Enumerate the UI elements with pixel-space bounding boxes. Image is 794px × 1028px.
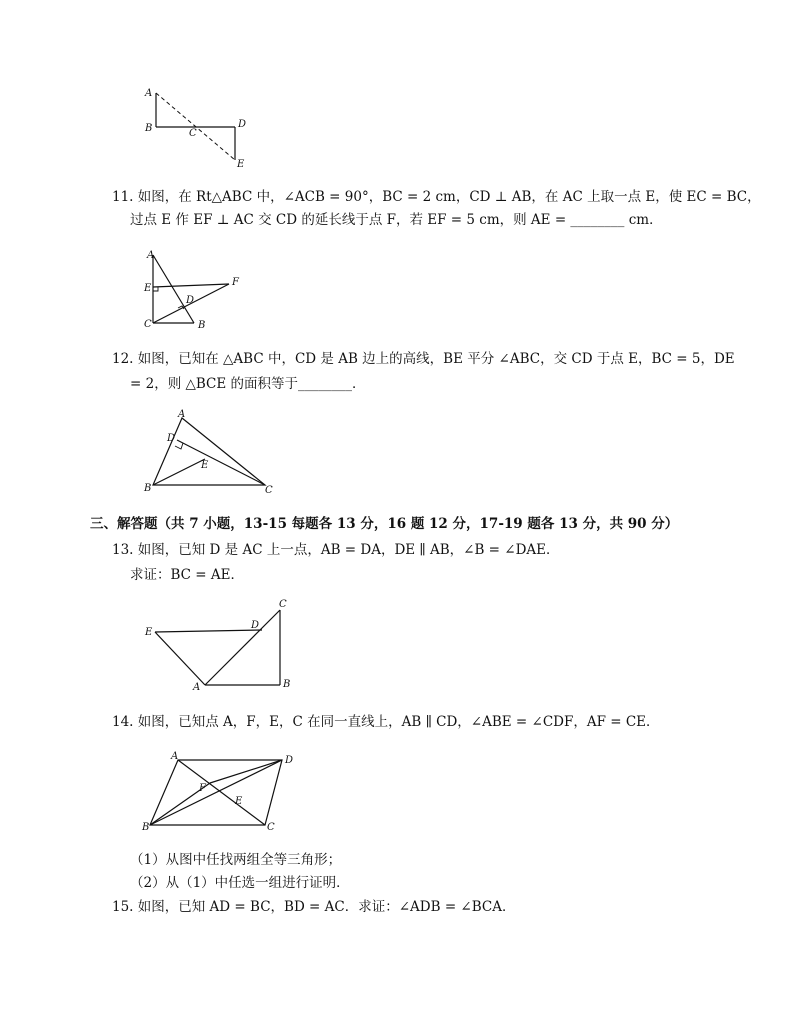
- label-f: F: [232, 277, 239, 288]
- segment-fd: [210, 760, 282, 783]
- label-e: E: [144, 283, 152, 294]
- question-11-line-2: 过点 E 作 EF ⊥ AC 交 CD 的延长线于点 F，若 EF = 5 cm，则 AE = ________ cm．: [130, 212, 663, 228]
- label-a: A: [145, 88, 153, 99]
- label-b: B: [145, 123, 153, 134]
- label-b: B: [144, 483, 152, 494]
- question-14-line-1: 14. 如图，已知点 A，F，E，C 在同一直线上，AB ∥ CD，∠ABE = ∠CDF，AF = CE．: [112, 714, 660, 730]
- question-13-line-1: 13. 如图，已知 D 是 AC 上一点，AB = DA，DE ∥ AB，∠B = ∠DAE．: [112, 542, 560, 558]
- label-d: D: [186, 295, 195, 306]
- label-a: A: [171, 751, 179, 762]
- label-b: B: [142, 822, 150, 833]
- label-c: C: [265, 485, 273, 496]
- label-b: B: [283, 679, 291, 690]
- label-d: D: [167, 433, 176, 444]
- question-12-line-2: = 2，则 △BCE 的面积等于________．: [130, 376, 366, 392]
- question-14-sub-1: （1）从图中任找两组全等三角形；: [130, 852, 342, 868]
- label-e: E: [237, 159, 245, 170]
- label-e: E: [145, 627, 153, 638]
- question-15-line-1: 15. 如图，已知 AD = BC，BD = AC．求证：∠ADB = ∠BCA．: [112, 899, 516, 915]
- question-12-line-1: 12. 如图，已知在 △ABC 中，CD 是 AB 边上的高线，BE 平分 ∠ABC，交 CD 于点 E，BC = 5，DE: [112, 351, 735, 367]
- section-3-heading: 三、解答题（共 7 小题，13-15 每题各 13 分，16 题 12 分，17-19 题各 13 分，共 90 分）: [90, 516, 679, 532]
- label-e: E: [235, 796, 243, 807]
- label-a: A: [178, 409, 186, 420]
- label-c: C: [267, 822, 275, 833]
- question-13-line-2: 求证：BC = AE．: [130, 567, 244, 583]
- segment-bd: [150, 760, 282, 825]
- label-d: D: [251, 620, 260, 631]
- label-c: C: [189, 128, 197, 139]
- label-c: C: [279, 599, 287, 610]
- label-b: B: [198, 320, 206, 331]
- label-c: C: [144, 319, 152, 330]
- label-a: A: [147, 250, 155, 261]
- label-d: D: [238, 119, 247, 130]
- label-d: D: [285, 755, 294, 766]
- question-14-sub-2: （2）从（1）中任选一组进行证明．: [130, 875, 350, 891]
- label-f: F: [199, 783, 206, 794]
- label-a: A: [193, 682, 201, 693]
- label-e: E: [201, 460, 209, 471]
- question-11-line-1: 11. 如图，在 Rt△ABC 中，∠ACB = 90°，BC = 2 cm，CD ⊥ AB，在 AC 上取一点 E，使 EC = BC，: [112, 189, 761, 205]
